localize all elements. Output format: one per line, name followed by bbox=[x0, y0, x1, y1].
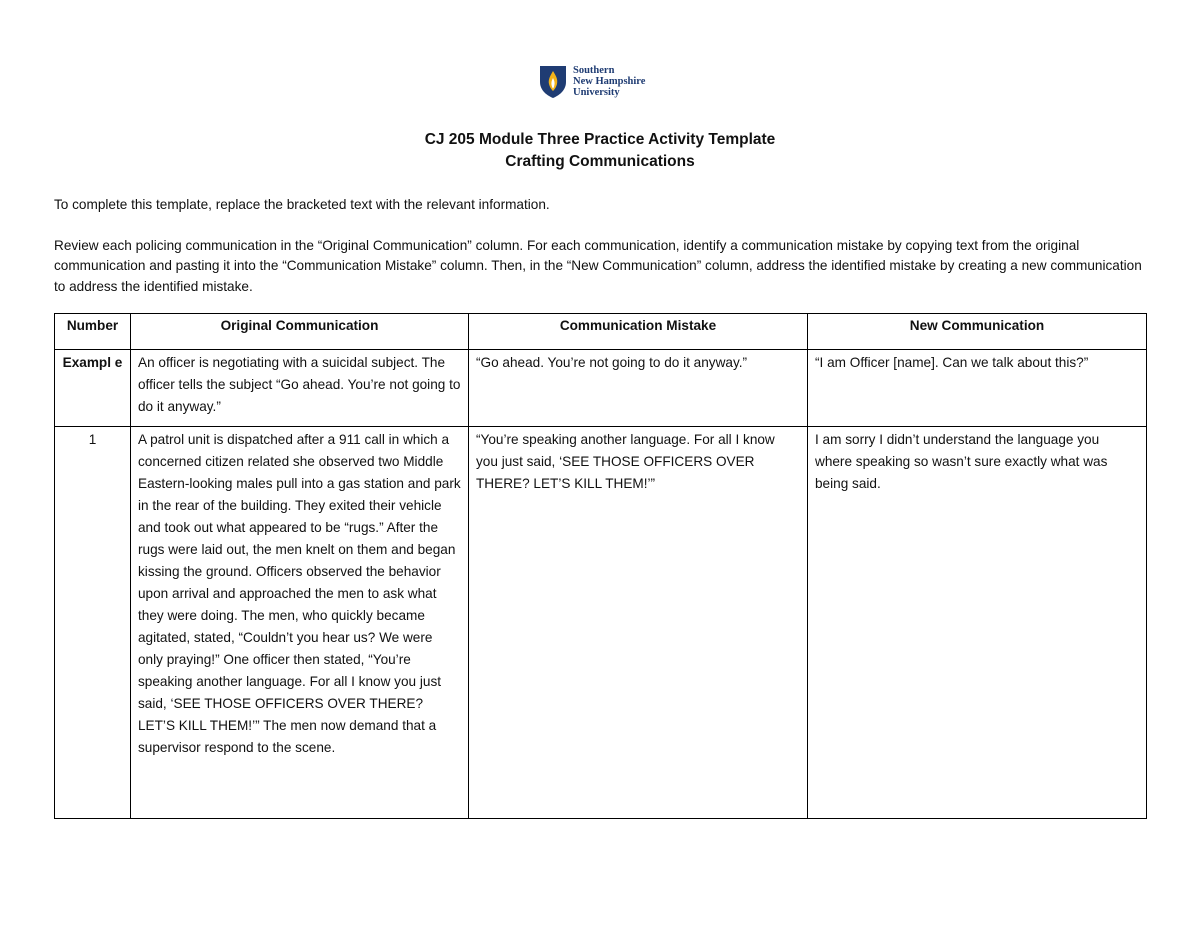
new-communication-cell[interactable]: I am sorry I didn’t understand the language you where speaking so wasn’t sure exactly what was being said. bbox=[808, 427, 1147, 819]
new-communication-cell[interactable]: “I am Officer [name]. Can we talk about this?” bbox=[808, 350, 1147, 427]
header-communication-mistake: Communication Mistake bbox=[469, 314, 808, 350]
header-number: Number bbox=[55, 314, 131, 350]
instruction-paragraph-2: Review each policing communication in the “Original Communication” column. For each communication, identify a communication mistake by copying text from the original communication and pasting it into the “Communication Mistake” column. Then, in the “New Communication” column, address the identified mistake by creating a new communication to address the identified mistake. bbox=[54, 237, 1142, 294]
title-line-2: Crafting Communications bbox=[505, 153, 695, 170]
university-logo bbox=[539, 65, 645, 99]
original-communication-cell[interactable]: A patrol unit is dispatched after a 911 call in which a concerned citizen related she observed two Middle Eastern-looking males pull into a gas station and park in the rear of the building. They exited their vehicle and took out what appeared to be “rugs.” After the rugs were laid out, the men knelt on them and began kissing the ground. Officers observed the behavior upon arrival and approached the men to ask what they were doing. The men, who quickly became agitated, stated, “Couldn’t you hear us? We were only praying!” One officer then stated, “You’re speaking another language. For all I know you just said, ‘SEE THOSE OFFICERS OVER THERE? LET’S KILL THEM!’” The men now demand that a supervisor respond to the scene. bbox=[131, 427, 469, 819]
logo-line-2: New Hampshire bbox=[573, 76, 646, 87]
table-header-row bbox=[55, 314, 1147, 350]
row-number-cell: Exampl e bbox=[55, 350, 131, 427]
flame-shield-icon bbox=[539, 65, 567, 99]
logo-wordmark bbox=[573, 65, 645, 98]
table-row bbox=[55, 350, 1147, 427]
instruction-paragraph-1: To complete this template, replace the bracketed text with the relevant information. bbox=[54, 197, 550, 212]
table-row bbox=[55, 427, 1147, 819]
header-original-communication: Original Communication bbox=[131, 314, 469, 350]
document-title bbox=[0, 129, 1200, 173]
communications-table bbox=[54, 313, 1147, 819]
logo-line-3: University bbox=[573, 87, 620, 98]
header-new-communication: New Communication bbox=[808, 314, 1147, 350]
title-line-1: CJ 205 Module Three Practice Activity Template bbox=[424, 131, 776, 148]
communication-mistake-cell[interactable]: “You’re speaking another language. For all I know you just said, ‘SEE THOSE OFFICERS OVER THERE? LET’S KILL THEM!’” bbox=[469, 427, 808, 819]
instructions bbox=[54, 195, 1150, 297]
row-number-cell: 1 bbox=[55, 427, 131, 819]
logo-line-1: Southern bbox=[573, 65, 615, 76]
original-communication-cell[interactable]: An officer is negotiating with a suicidal subject. The officer tells the subject “Go ahead. You’re not going to do it anyway.” bbox=[131, 350, 469, 427]
communication-mistake-cell[interactable]: “Go ahead. You’re not going to do it anyway.” bbox=[469, 350, 808, 427]
